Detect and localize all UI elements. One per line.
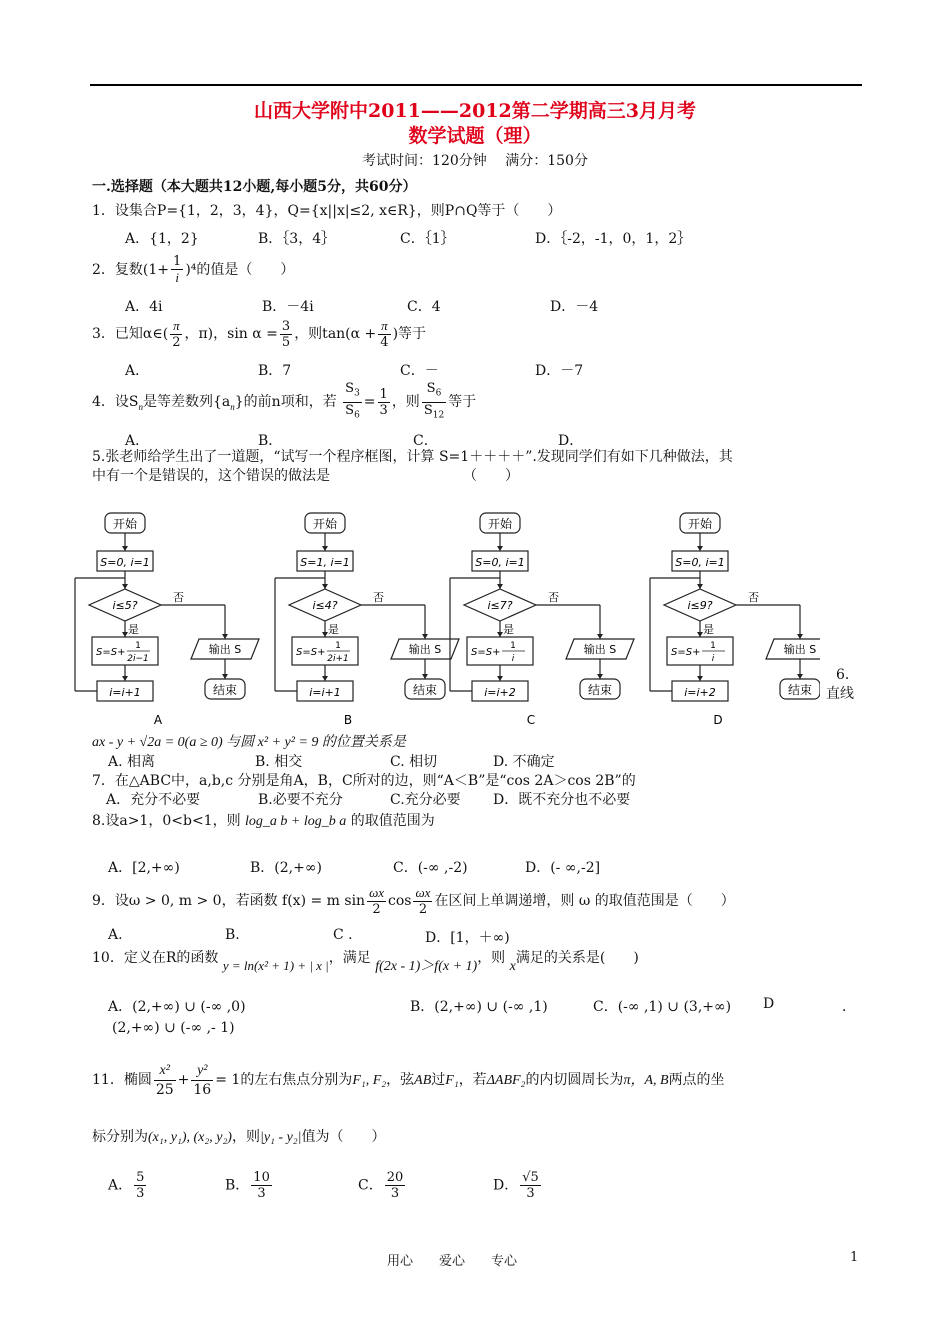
- output-label: 输出 S: [408, 643, 442, 656]
- start-label: 开始: [487, 517, 513, 531]
- flow-arrow: [322, 676, 328, 681]
- init-label: S=1, i=1: [300, 556, 350, 569]
- end-label: 结束: [587, 683, 613, 697]
- body-numerator: 1: [335, 641, 341, 651]
- init-label: S=0, i=1: [100, 556, 150, 569]
- q2-option-a: A．4i: [125, 299, 163, 315]
- footer-motto: 用心 爱心 专心: [387, 1254, 518, 1269]
- q6-option-b: B. 相交: [255, 754, 303, 770]
- flow-arrow: [322, 584, 328, 589]
- increment-label: i=i+2: [684, 686, 716, 699]
- flowchart-a: [75, 513, 259, 727]
- question-8: 8.设a>1，0<b<1，则 log_a b + log_b a 的取值范围为: [92, 813, 435, 829]
- flow-arrow: [322, 546, 328, 551]
- yes-label: 是: [328, 623, 339, 636]
- flow-arrow: [122, 676, 128, 681]
- body-denominator: i: [511, 654, 515, 664]
- start-label: 开始: [687, 517, 713, 531]
- question-10: 10．定义在R的函数 y = ln(x² + 1) + | x |，满足 f(2x - 1)＞f(x + 1)，则 x满足的关系是( ): [92, 950, 639, 974]
- q11-option-b: B． $\frac{10}{3}$: [225, 1170, 270, 1201]
- body-prefix: S=S+: [96, 647, 126, 658]
- q4-option-d: D．: [558, 433, 584, 449]
- q3-option-d: D．－7: [535, 363, 584, 379]
- flow-arrow: [597, 634, 603, 639]
- body-numerator: 1: [135, 641, 141, 651]
- increment-label: i=i+1: [309, 686, 341, 699]
- flow-arrow: [697, 546, 703, 551]
- question-6-word: 直线: [826, 686, 854, 702]
- question-1: 1．设集合P={1，2，3，4}，Q={x||x|≤2, x∈R}，则P∩Q等于（ ）: [92, 203, 562, 219]
- start-label: 开始: [312, 517, 338, 531]
- q4-option-c: C．: [413, 433, 438, 449]
- q1-option-c: C．｛1｝: [400, 231, 455, 247]
- question-4: 4．设$S_n$是等差数列$\{a_n\}$的前n项和，若 $\frac{S_3}{S_6}$ = $\frac{1}{3}$ ，则 $\frac{S_6}{S_{12}}$ 等于: [92, 381, 477, 421]
- yes-label: 是: [503, 623, 514, 636]
- q11-option-c: C． $\frac{20}{3}$: [358, 1170, 404, 1201]
- q6-option-a: A. 相离: [108, 754, 156, 770]
- start-label: 开始: [112, 517, 138, 531]
- flow-arrow: [797, 674, 803, 679]
- condition-label: i≤5?: [112, 599, 138, 612]
- flow-arrow: [222, 674, 228, 679]
- q6-option-d: D. 不确定: [493, 754, 555, 770]
- flow-arrow: [122, 584, 128, 589]
- flow-arrow: [697, 676, 703, 681]
- body-prefix: S=S+: [471, 647, 501, 658]
- q2-option-c: C．4: [407, 299, 441, 315]
- question-11-line2: 标分别为(x₁, y₁), (x₂, y₂)，则|y₁ - y₂|值为（ ）: [92, 1129, 386, 1145]
- increment-label: i=i+1: [109, 686, 141, 699]
- q9-option-a: A.: [108, 927, 123, 943]
- q9-option-b: B.: [225, 927, 240, 943]
- q1-option-d: D．｛-2，-1，0，1，2｝: [535, 231, 692, 247]
- end-label: 结束: [412, 683, 438, 697]
- output-label: 输出 S: [783, 643, 817, 656]
- flow-arrow: [597, 674, 603, 679]
- q10-option-d-dot: ．: [842, 999, 856, 1015]
- q2-option-d: D．－4: [550, 299, 599, 315]
- flow-arrow: [122, 546, 128, 551]
- q3-option-a: A．: [125, 363, 150, 379]
- exam-title: 山西大学附中2011——2012第二学期高三3月月考: [254, 100, 696, 122]
- q1-option-b: B．｛3，4｝: [258, 231, 336, 247]
- q9-option-c: C .: [333, 927, 353, 943]
- body-denominator: 2i−1: [127, 654, 149, 664]
- question-6-number: 6．: [836, 667, 859, 683]
- q3-option-c: C．－: [400, 363, 439, 379]
- page-number: 1: [850, 1250, 859, 1265]
- no-label: 否: [548, 591, 559, 604]
- question-3: 3．已知α∈( $\frac{\pi}{2}$ ，π)，sin α = $\frac{3}{5}$ ，则tan(α + $\frac{\pi}{4}$ )等于: [92, 318, 427, 350]
- q7-option-a: A．充分不必要: [106, 792, 201, 808]
- body-denominator: 2i+1: [327, 654, 349, 664]
- section-heading: 一.选择题（本大题共12小题,每小题5分，共60分）: [92, 179, 417, 195]
- flow-arrow: [222, 634, 228, 639]
- flow-arrow: [697, 584, 703, 589]
- yes-label: 是: [703, 623, 714, 636]
- condition-label: i≤4?: [312, 599, 338, 612]
- body-prefix: S=S+: [296, 647, 326, 658]
- q11-option-a: A． $\frac{5}{3}$: [108, 1170, 145, 1201]
- exam-subtitle: 数学试题（理）: [408, 125, 542, 147]
- init-label: S=0, i=1: [475, 556, 525, 569]
- condition-label: i≤7?: [487, 599, 513, 612]
- yes-label: 是: [128, 623, 139, 636]
- exam-info: 考试时间：120分钟 满分：150分: [362, 153, 588, 169]
- body-denominator: i: [711, 654, 715, 664]
- q7-option-c: C.充分必要: [390, 792, 461, 808]
- no-label: 否: [373, 591, 384, 604]
- question-2: 2．复数(1+ $\frac{1}{i}$ )⁴的值是（ ）: [92, 254, 295, 285]
- flow-arrow: [797, 634, 803, 639]
- q8-option-c: C．(-∞ ,-2): [393, 860, 468, 876]
- flow-arrow: [422, 634, 428, 639]
- body-numerator: 1: [710, 641, 716, 651]
- question-5-line2: 中有一个是错误的，这个错误的做法是 （ ）: [92, 468, 519, 484]
- q8-expression: log_a b + log_b a: [245, 814, 347, 829]
- flowchart-b: [275, 513, 459, 727]
- flowchart-label: A: [153, 713, 163, 727]
- q10-option-a: A．(2,+∞) ∪ (-∞ ,0): [108, 999, 246, 1015]
- output-label: 输出 S: [583, 643, 617, 656]
- q8-option-a: A．[2,+∞): [108, 860, 180, 876]
- question-6: ax - y + √2a = 0(a ≥ 0) 与圆 x² + y² = 9 的位置关系是: [92, 735, 406, 750]
- question-11-line1: 11．椭圆 $\frac{\text{x²}}{25}$ + $\frac{\text{y²}}{16}$ = 1的左右焦点分别为F₁, F₂，弦AB过F₁，若ΔABF₂的内切圆周长为π，A, B两点的坐: [92, 1063, 725, 1098]
- q10-option-b: B．(2,+∞) ∪ (-∞ ,1): [410, 999, 548, 1015]
- increment-label: i=i+2: [484, 686, 516, 699]
- question-5-line1: 5.张老师给学生出了一道题，“试写一个程序框图，计算 S=1＋＋＋＋”.发现同学们有如下几种做法，其: [92, 449, 733, 465]
- body-prefix: S=S+: [671, 647, 701, 658]
- no-label: 否: [173, 591, 184, 604]
- flowchart-c: [450, 513, 634, 727]
- header-rule: [90, 84, 862, 86]
- question-9: 9．设ω > 0, m > 0，若函数 f(x) = m sin $\frac{\omega x}{2}$ cos $\frac{\omega x}{2}$ 在区间上单调递增，则 ω 的取值范围是（ ）: [92, 885, 735, 917]
- flowchart-label: C: [526, 713, 536, 727]
- body-numerator: 1: [510, 641, 516, 651]
- q4-option-b: B．: [258, 433, 283, 449]
- q11-option-d: D． $\frac{√5}{3}$: [493, 1170, 539, 1201]
- flow-arrow: [497, 584, 503, 589]
- q10-option-d-label: D: [763, 996, 775, 1012]
- q7-option-d: D．既不充分也不必要: [493, 792, 631, 808]
- q1-option-a: A．{1，2}: [125, 231, 199, 247]
- q8-option-b: B．(2,+∞): [250, 860, 322, 876]
- no-label: 否: [748, 591, 759, 604]
- q7-option-b: B.必要不充分: [258, 792, 343, 808]
- q3-option-b: B．7: [258, 363, 292, 379]
- end-label: 结束: [787, 683, 813, 697]
- q9-option-d: D．[1，＋∞): [425, 930, 510, 946]
- flow-arrow: [422, 674, 428, 679]
- q10-option-d: (2,+∞) ∪ (-∞ ,- 1): [112, 1020, 235, 1036]
- flowcharts: [60, 505, 820, 730]
- question-7: 7．在△ABC中，a,b,c 分别是角A，B，C所对的边，则“A＜B”是“cos 2A＞cos 2B”的: [92, 773, 636, 789]
- flow-arrow: [497, 676, 503, 681]
- condition-label: i≤9?: [687, 599, 713, 612]
- init-label: S=0, i=1: [675, 556, 725, 569]
- q10-option-c: C．(-∞ ,1) ∪ (3,+∞): [593, 999, 732, 1015]
- end-label: 结束: [212, 683, 238, 697]
- q8-option-d: D．(- ∞,-2]: [525, 860, 601, 876]
- q6-option-c: C. 相切: [390, 754, 438, 770]
- flowchart-label: B: [343, 713, 353, 727]
- flowchart-label: D: [713, 713, 723, 727]
- flowchart-d: [650, 513, 820, 727]
- flow-arrow: [497, 546, 503, 551]
- q4-option-a: A．: [125, 433, 150, 449]
- q2-option-b: B．－4i: [262, 299, 314, 315]
- output-label: 输出 S: [208, 643, 242, 656]
